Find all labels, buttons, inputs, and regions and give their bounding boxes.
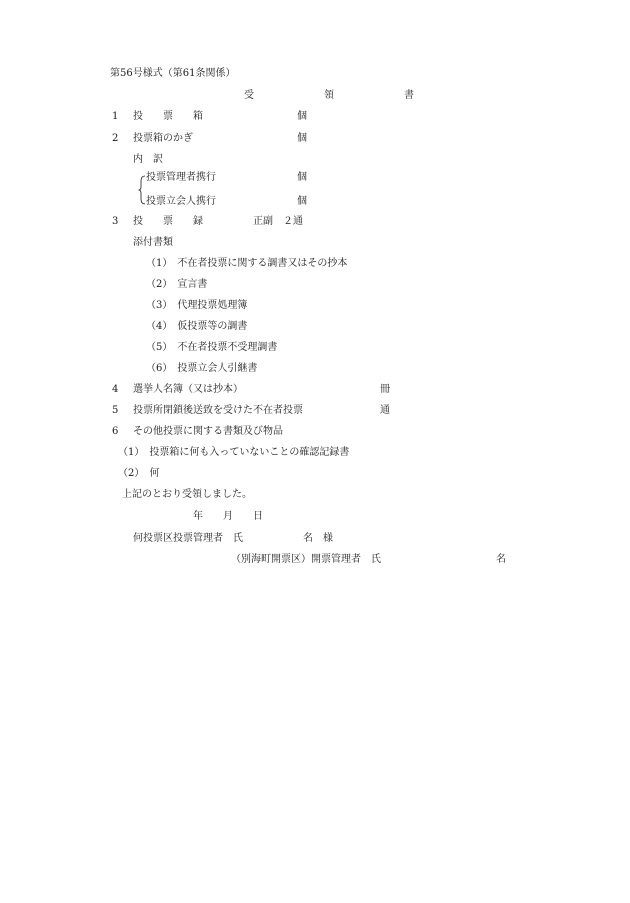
item-4-label: 選挙人名簿（又は抄本）: [133, 384, 243, 395]
signature-line-2: （別海町開票区）開票管理者 氏: [231, 554, 381, 565]
attached-doc-2: （2） 宣言書: [146, 279, 208, 290]
signature-line-2-name: 名: [496, 554, 506, 565]
closing-statement: 上記のとおり受領しました。: [122, 489, 252, 500]
item-6-label: その他投票に関する書類及び物品: [133, 426, 283, 437]
item-2-label: 投票箱のかぎ: [133, 133, 193, 144]
item-2-sub1-unit: 個: [297, 172, 307, 183]
item-5-unit: 通: [380, 405, 390, 416]
attached-doc-4: （4） 仮投票等の調書: [146, 321, 248, 332]
item-2-breakdown: 内 訳: [133, 154, 163, 165]
item-2-sub1-label: 投票管理者携行: [146, 172, 216, 183]
form-title: 第56号様式（第61条関係）: [110, 68, 236, 79]
attached-doc-3: （3） 代理投票処理簿: [146, 300, 248, 311]
item-5-number: 5: [112, 405, 119, 416]
item-1-unit: 個: [297, 111, 307, 122]
item-6-number: 6: [112, 426, 119, 437]
item-4-unit: 冊: [380, 384, 390, 395]
item-2-unit: 個: [297, 133, 307, 144]
item-3-attached-docs: 添付書類: [133, 237, 173, 248]
brace-icon: [138, 175, 146, 205]
attached-doc-6: （6） 投票立会人引継書: [146, 363, 258, 374]
item-1-label: 投 票 箱: [133, 111, 203, 122]
attached-doc-1: （1） 不在者投票に関する調書又はその抄本: [146, 258, 348, 269]
item-6-sub-1: （1） 投票箱に何も入っていないことの確認記録書: [118, 447, 350, 458]
date-line: 年 月 日: [193, 511, 263, 522]
item-3-label: 投 票 録: [133, 216, 203, 227]
item-3-copies: 正副 ２通: [253, 216, 303, 227]
item-2-sub2-label: 投票立会人携行: [146, 196, 216, 207]
item-3-number: 3: [112, 216, 119, 227]
item-5-label: 投票所閉鎖後送致を受けた不在者投票: [133, 405, 303, 416]
item-2-sub2-unit: 個: [297, 196, 307, 207]
document-heading: 受 領 書: [244, 90, 414, 101]
attached-doc-5: （5） 不在者投票不受理調書: [146, 342, 278, 353]
item-2-number: 2: [112, 133, 119, 144]
item-4-number: 4: [112, 384, 119, 395]
item-6-sub-2: （2） 何: [118, 468, 160, 479]
item-1-number: 1: [112, 111, 119, 122]
signature-line-1: 何投票区投票管理者 氏 名 様: [133, 533, 333, 544]
